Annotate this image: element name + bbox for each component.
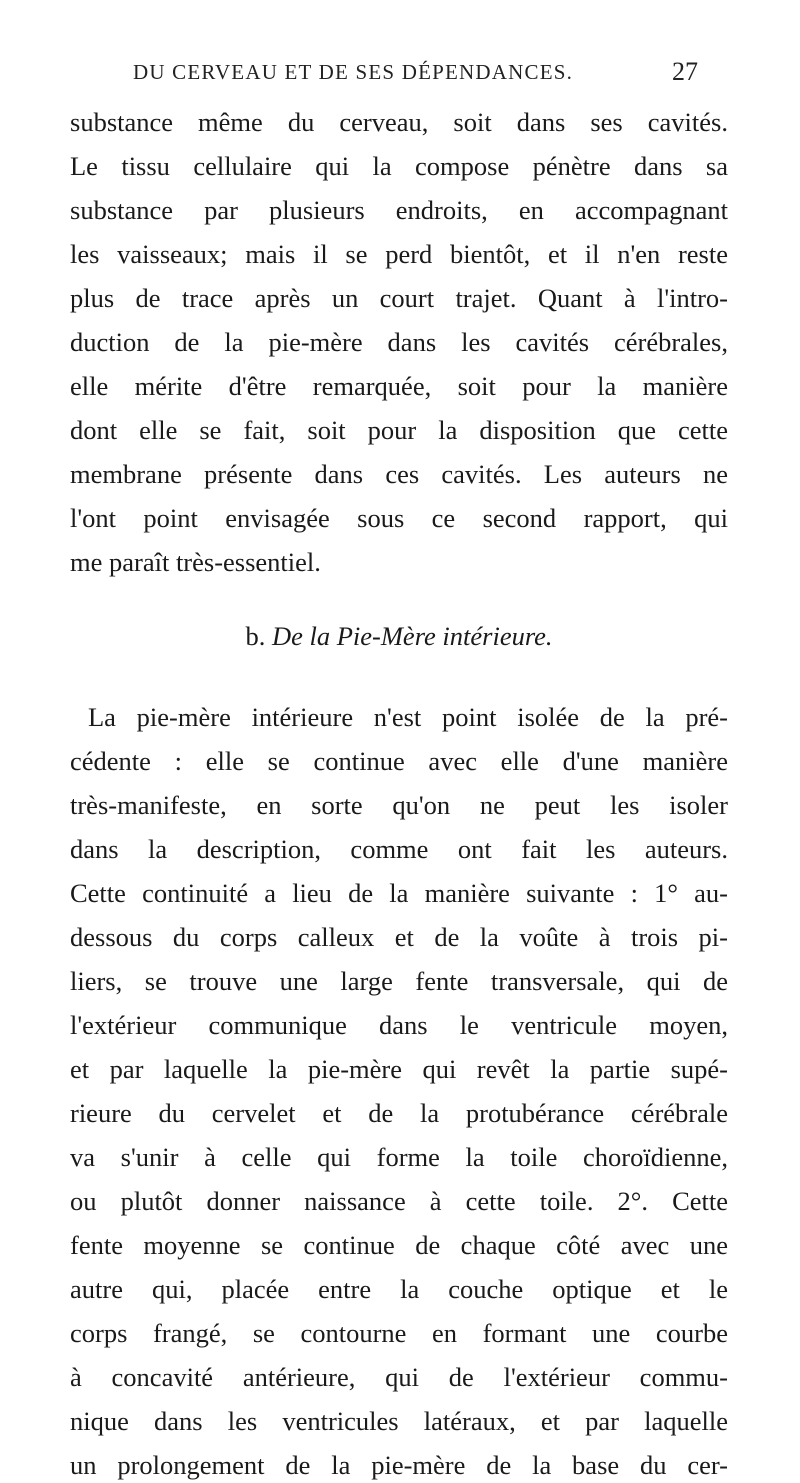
text-line: l'ont point envisagée sous ce second rapport, qui	[70, 503, 728, 533]
text-line: cédente : elle se continue avec elle d'une manière	[70, 746, 728, 776]
text-line: Le tissu cellulaire qui la compose pénètre dans sa	[70, 151, 728, 181]
text-line: autre qui, placée entre la couche optique et le	[70, 1274, 728, 1304]
text-line: rieure du cervelet et de la protubérance cérébrale	[70, 1098, 728, 1128]
text-line: dessous du corps calleux et de la voûte à trois pi-	[70, 922, 728, 952]
text-line: substance par plusieurs endroits, en accompagnant	[70, 195, 728, 225]
text-line: substance même du cerveau, soit dans ses cavités.	[70, 107, 728, 137]
section-letter: b.	[245, 621, 266, 651]
text-line: elle mérite d'être remarquée, soit pour la manière	[70, 371, 728, 401]
text-line: très-manifeste, en sorte qu'on ne peut les isoler	[70, 790, 728, 820]
text-line: ou plutôt donner naissance à cette toile. 2°. Cette	[70, 1186, 728, 1216]
text-line: l'extérieur communique dans le ventricule moyen,	[70, 1010, 728, 1040]
running-title: DU CERVEAU ET DE SES DÉPENDANCES.	[133, 60, 574, 84]
text-line: fente moyenne se continue de chaque côté avec une	[70, 1230, 728, 1260]
text-line: les vaisseaux; mais il se perd bientôt, et il n'en reste	[70, 239, 728, 269]
text-line: corps frangé, se contourne en formant une courbe	[70, 1318, 728, 1348]
text-line: Cette continuité a lieu de la manière suivante : 1° au-	[70, 878, 728, 908]
text-line: dans la description, comme ont fait les auteurs.	[70, 834, 728, 864]
text-line: à concavité antérieure, qui de l'extérieur commu-	[70, 1362, 728, 1392]
section-heading	[70, 618, 728, 654]
text-line: liers, se trouve une large fente transversale, qui de	[70, 966, 728, 996]
text-line: va s'unir à celle qui forme la toile choroïdienne,	[70, 1142, 728, 1172]
text-line: duction de la pie-mère dans les cavités cérébrales,	[70, 327, 728, 357]
text-line: La pie-mère intérieure n'est point isolée de la pré-	[88, 702, 728, 732]
text-line: me paraît très-essentiel.	[70, 547, 321, 577]
text-line: membrane présente dans ces cavités. Les auteurs ne	[70, 459, 728, 489]
text-line: dont elle se fait, soit pour la disposition que cette	[70, 415, 728, 445]
text-line: un prolongement de la pie-mère de la base du cer-	[70, 1450, 728, 1480]
text-line: plus de trace après un court trajet. Quant à l'intro-	[70, 283, 728, 313]
text-line: nique dans les ventricules latéraux, et par laquelle	[70, 1406, 728, 1436]
text-line: et par laquelle la pie-mère qui revêt la partie supé-	[70, 1054, 728, 1084]
section-title: De la Pie-Mère intérieure.	[271, 621, 553, 651]
page-number: 27	[672, 57, 698, 86]
